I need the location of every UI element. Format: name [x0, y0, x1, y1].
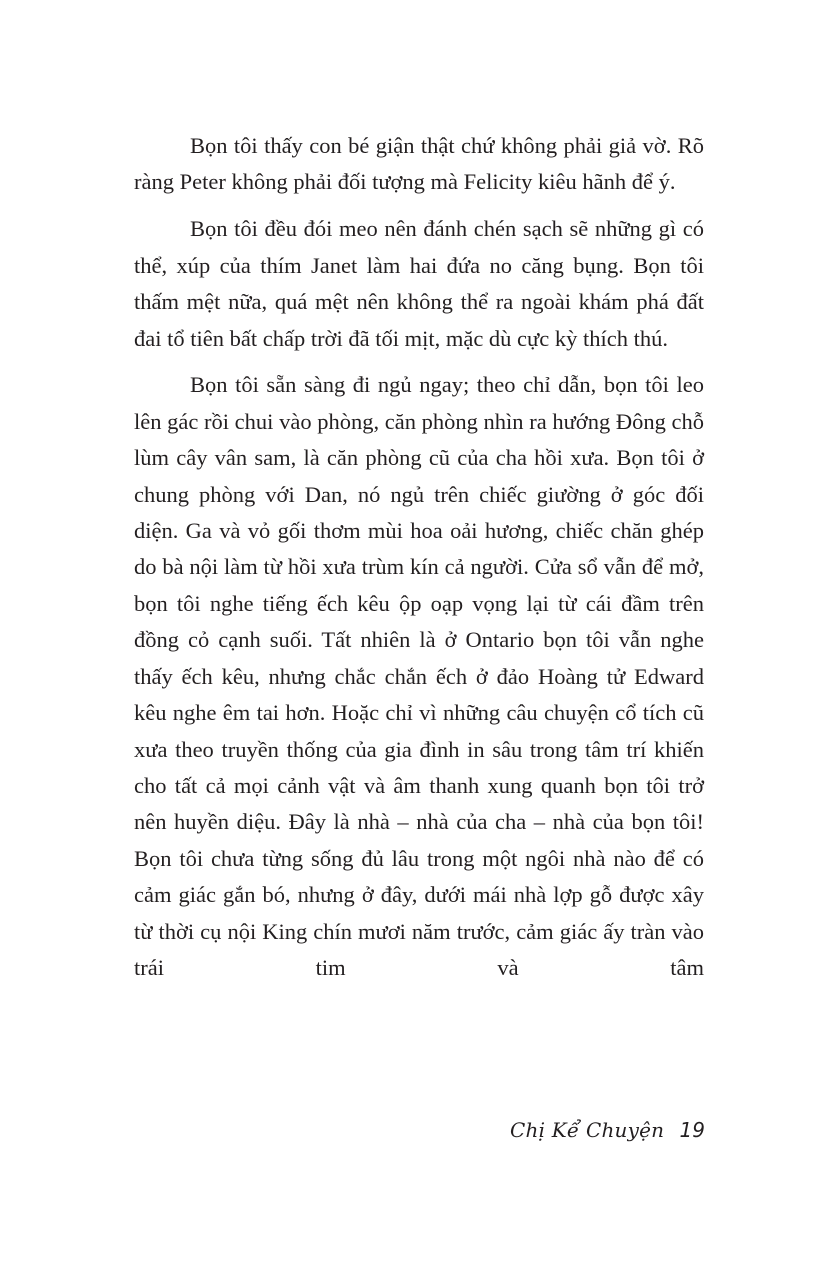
page-number: 19: [679, 1118, 705, 1142]
paragraph: Bọn tôi đều đói meo nên đánh chén sạch sẽ những gì có thể, xúp của thím Janet làm hai đứa no căng bụng. Bọn tôi thấm mệt nữa, quá mệt nên không thể ra ngoài khám phá đất đai tổ tiên bất chấp trời đã tối mịt, mặc dù cực kỳ thích thú.: [134, 216, 704, 351]
paragraph: Bọn tôi thấy con bé giận thật chứ không phải giả vờ. Rõ ràng Peter không phải đối tượng mà Felicity kiêu hãnh để ý.: [134, 133, 704, 195]
running-title: Chị Kể Chuyện: [510, 1118, 665, 1142]
page-body: [134, 128, 704, 997]
paragraph: Bọn tôi sẵn sàng đi ngủ ngay; theo chỉ dẫn, bọn tôi leo lên gác rồi chui vào phòng, căn phòng nhìn ra hướng Đông chỗ lùm cây vân sam, là căn phòng cũ của cha hồi xưa. Bọn tôi ở chung phòng với Dan, nó ngủ trên chiếc giường ở góc đối diện. Ga và vỏ gối thơm mùi hoa oải hương, chiếc chăn ghép do bà nội làm từ hồi xưa trùm kín cả người. Cửa sổ vẫn để mở, bọn tôi nghe tiếng ếch kêu ộp oạp vọng lại từ cái đầm trên đồng cỏ cạnh suối. Tất nhiên là ở Ontario bọn tôi vẫn nghe thấy ếch kêu, nhưng chắc chắn ếch ở đảo Hoàng tử Edward kêu nghe êm tai hơn. Hoặc chỉ vì những câu chuyện cổ tích cũ xưa theo truyền thống của gia đình in sâu trong tâm trí khiến cho tất cả mọi cảnh vật và âm thanh xung quanh bọn tôi trở nên huyền diệu. Đây là nhà – nhà của cha – nhà của bọn tôi! Bọn tôi chưa từng sống đủ lâu trong một ngôi nhà nào để có cảm giác gắn bó, nhưng ở đây, dưới mái nhà lợp gỗ được xây từ thời cụ nội King chín mươi năm trước, cảm giác ấy tràn vào trái tim và tâm: [134, 372, 704, 980]
page-footer: [510, 1112, 705, 1148]
